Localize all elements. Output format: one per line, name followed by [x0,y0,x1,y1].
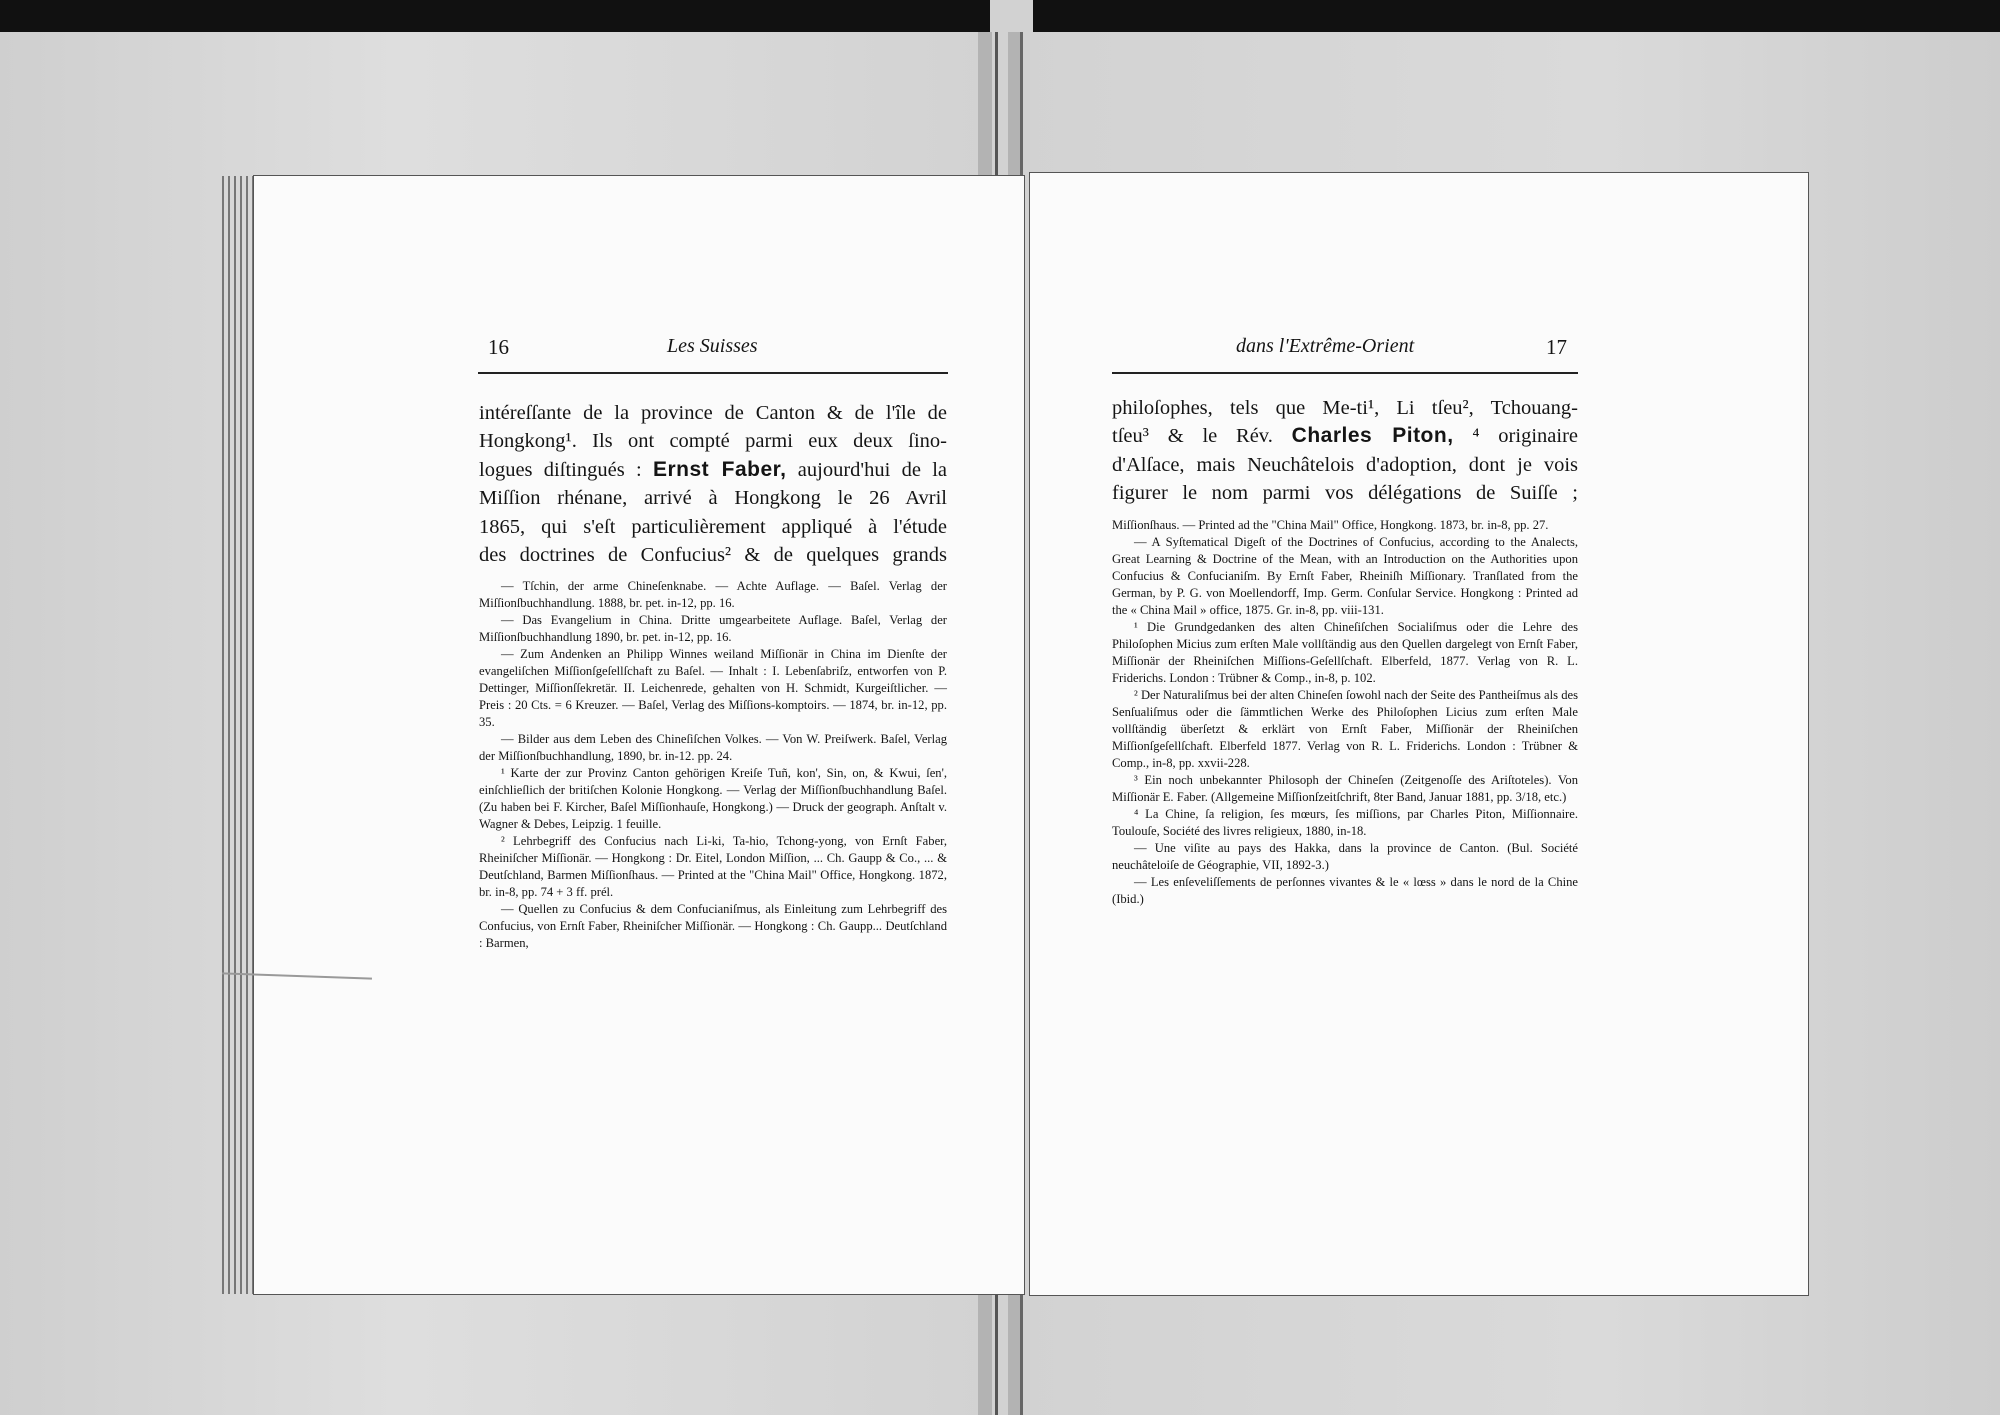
body-line: 1865, qui s'eſt particulièrement appliqué à l'étude [479,515,947,538]
footnote: — Quellen zu Confucius & dem Confucianiſmus, als Einleitung zum Lehrbegriff des Confucius, von Ernſt Faber, Rheiniſcher Miſſionär. — Hongkong : Ch. Gaupp... Deutſchland : Barmen, [479,902,947,950]
person-name-faber: Ernst Faber, [652,457,787,481]
body-line [1112,422,1578,450]
page-number-left: 16 [488,335,509,359]
scan-top-border-right [1033,0,2000,32]
body-fragment: ⁴ originaire [1472,425,1578,448]
footnote: ² Der Naturaliſmus bei der alten Chineſen ſowohl nach der Seite des Pantheiſmus als des Senſualiſmus oder die ſämmtlichen Werke des Philoſophen Licius zum erſten Male vollſtändig überſetzt & erklärt von Ernſt Faber, Miſſionär der Rheiniſchen Miſſionſgeſellſchaft. Elberfeld 1877. Verlag von R. L. Friderichs. London : Trübner & Comp., in-8, pp. xxvii-228. [1112,688,1578,770]
running-head-right: dans l'Extrême-Orient [1236,335,1415,357]
body-fragment: logues diſtingués : [479,458,642,481]
header-rule-left [478,372,948,374]
running-head-left: Les Suisses [667,335,758,357]
footnote: — Les enſeveliſſements de perſonnes vivantes & le « lœss » dans le nord de la Chine (Ibid.) [1112,875,1578,906]
footnote: ² Lehrbegriff des Confucius nach Li-ki, Ta-hio, Tchong-yong, von Ernſt Faber, Rheiniſcher Miſſionär. — Hongkong : Dr. Eitel, London Miſſion, ... Ch. Gaupp & Co., ... & Deutſchland, Barmen Miſſionſhaus. — Printed at the "China Mail" Office, Hongkong. 1872, br. in-8, pp. 74 + 3 ff. prél. [479,834,947,899]
body-fragment: aujourd'hui de la [797,458,948,481]
body-line: des doctrines de Confucius² & de quelques grands [479,544,947,567]
footnotes-right [1112,517,1578,908]
footnote: Miſſionſhaus. — Printed ad the "China Mail" Office, Hongkong. 1873, br. in-8, pp. 27. [1112,518,1549,532]
person-name-piton: Charles Piton, [1291,424,1454,448]
body-line: philoſophes, tels que Me-ti¹, Li tſeu², Tchouang- [1112,397,1578,419]
scan-top-border-left [0,0,990,32]
footnote: ⁴ La Chine, ſa religion, ſes mœurs, ſes miſſions, par Charles Piton, Miſſionnaire. Toulouſe, Société des livres religieux, 1880, in-18. [1112,807,1578,838]
body-line: figurer le nom parmi vos délégations de Suiſſe ; [1112,482,1578,505]
body-text-left [479,399,947,569]
footnote: ¹ Die Grundgedanken des alten Chineſiſchen Socialiſmus oder die Lehre des Philoſophen Micius zum erſten Male vollſtändig aus den Quellen dargelegt von Ernſt Faber, Miſſionär der Rheiniſchen Miſſions-Geſellſchaft. Elberfeld, 1877. Verlag von R. L. Friderichs. London : Trübner & Comp., in-8, p. 102. [1112,620,1578,685]
page-edges [216,176,256,1294]
footnote: — Bilder aus dem Leben des Chineſiſchen Volkes. — Von W. Preiſwerk. Baſel, Verlag der Miſſionſbuchhandlung, 1890, br. in-12. pp. 24. [479,732,947,763]
body-line [479,456,947,484]
body-line: Hongkong¹. Ils ont compté parmi eux deux ſino- [479,430,947,453]
body-line: Miſſion rhénane, arrivé à Hongkong le 26 Avril [479,487,947,510]
footnote: — Das Evangelium in China. Dritte umgearbeitete Auflage. Baſel, Verlag der Miſſionſbuchhandlung 1890, br. pet. in-12, pp. 16. [479,613,947,644]
footnote: ³ Ein noch unbekannter Philosoph der Chineſen (Zeitgenoſſe des Ariſtoteles). Von Miſſionär E. Faber. (Allgemeine Miſſionſzeitſchrift, 8ter Band, Januar 1881, pp. 3/18, etc.) [1112,773,1578,804]
footnote: — Une viſite au pays des Hakka, dans la province de Canton. (Bul. Société neuchâteloiſe de Géographie, VII, 1892-3.) [1112,841,1578,872]
header-rule-right [1112,372,1578,374]
page-number-right: 17 [1546,335,1567,359]
footnote: — A Syſtematical Digeſt of the Doctrines of Confucius, according to the Analects, Great Learning & Doctrine of the Mean, with an Introduction on the Authorities upon Confucius & Confucianiſm. By Ernſt Faber, Rheiniſh Miſſionary. Tranſlated from the German, by P. G. von Moellendorff, Imp. Germ. Conſular Service. Hongkong : Printed ad the « China Mail » office, 1875. Gr. in-8, pp. viii-131. [1112,535,1578,617]
body-fragment: tſeu³ & le Rév. [1112,425,1273,448]
footnotes-left [479,578,947,952]
footnote: ¹ Karte der zur Provinz Canton gehörigen Kreiſe Tuñ, kon', Sin, on, & Kwui, ſen', einſchlieſlich der britiſchen Kolonie Hongkong. — Verlag der Miſſionſbuchhandlung Baſel. (Zu haben bei F. Kircher, Baſel Miſſionhauſe, Hongkong.) — Druck der geograph. Anſtalt v. Wagner & Debes, Leipzig. 1 feuille. [479,766,947,831]
body-text-right [1112,394,1578,508]
footnote: — Tſchin, der arme Chineſenknabe. — Achte Auflage. — Baſel. Verlag der Miſſionſbuchhandlung. 1888, br. pet. in-12, pp. 16. [479,579,947,610]
body-line: d'Alſace, mais Neuchâtelois d'adoption, dont je vois [1112,453,1578,476]
footnote: — Zum Andenken an Philipp Winnes weiland Miſſionär in China im Dienſte der evangeliſchen Miſſionſgeſellſchaft zu Baſel. — Inhalt : I. Lebenſabriſz, entworfen von P. Dettinger, Miſſionſſekretär. II. Leichenrede, gehalten von H. Schmidt, Kurgeiſtlicher. — Preis : 20 Cts. = 6 Kreuzer. — Baſel, Verlag des Miſſions-komptoirs. — 1874, br. in-12, pp. 35. [479,647,947,729]
body-line: intéreſſante de la province de Canton & de l'île de [479,402,947,424]
